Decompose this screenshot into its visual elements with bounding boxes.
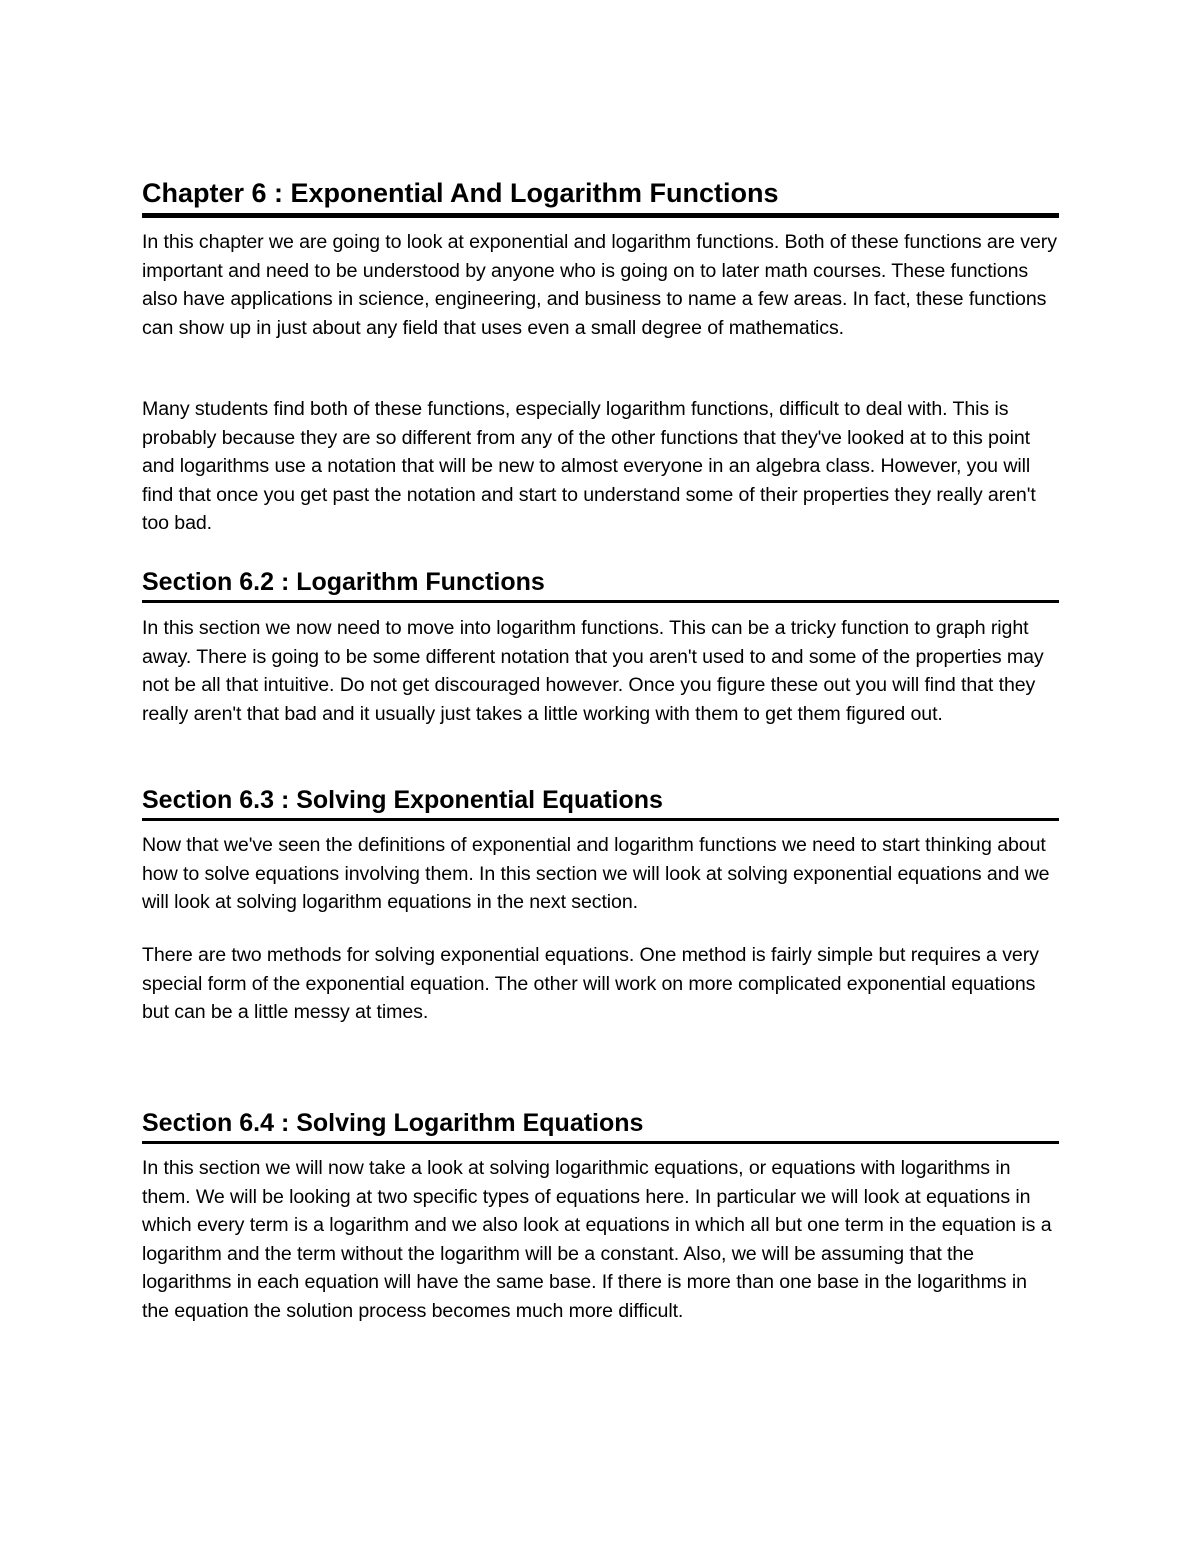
- section-6-4-paragraph-block: [142, 1154, 1059, 1326]
- section-6-4-paragraph-1: In this section we will now take a look at solving logarithmic equations, or equations with logarithms in them. We will be looking at two specific types of equations here. In particular we will look at equations in which every term is a logarithm and we also look at equations in which all but one term in the equation is a logarithm and the term without the logarithm will be a constant. Also, we will be assuming that the logarithms in each equation will have the same base. If there is more than one base in the logarithms in the equation the solution process becomes much more difficult.: [142, 1157, 1052, 1322]
- section-6-2-paragraph-block: [142, 614, 1059, 728]
- section-6-4-block: [142, 1107, 1059, 1144]
- section-6-2-title: Section 6.2 : Logarithm Functions: [142, 566, 1059, 603]
- section-6-3-paragraph-2: There are two methods for solving exponential equations. One method is fairly simple but requires a very special form of the exponential equation. The other will work on more complicated exponential equations but can be a little messy at times.: [142, 944, 1039, 1024]
- chapter-paragraph-1-block: [142, 228, 1059, 342]
- section-6-4-title: Section 6.4 : Solving Logarithm Equations: [142, 1107, 1059, 1144]
- section-6-3-title: Section 6.3 : Solving Exponential Equations: [142, 784, 1059, 821]
- section-6-2-block: [142, 566, 1059, 603]
- chapter-block: [142, 176, 1059, 218]
- section-6-3-paragraph-1-block: [142, 831, 1059, 917]
- chapter-title: Chapter 6 : Exponential And Logarithm Functions: [142, 176, 1059, 218]
- section-6-3-block: [142, 784, 1059, 821]
- chapter-paragraph-2-block: [142, 395, 1059, 538]
- section-6-3-paragraph-2-block: [142, 941, 1059, 1027]
- section-6-3-paragraph-1: Now that we've seen the definitions of exponential and logarithm functions we need to start thinking about how to solve equations involving them. In this section we will look at solving exponential equations and we will look at solving logarithm equations in the next section.: [142, 834, 1050, 914]
- chapter-paragraph-1: In this chapter we are going to look at exponential and logarithm functions. Both of these functions are very important and need to be understood by anyone who is going on to later math courses. These functions also have applications in science, engineering, and business to name a few areas. In fact, these functions can show up in just about any field that uses even a small degree of mathematics.: [142, 231, 1057, 339]
- section-6-2-paragraph-1: In this section we now need to move into logarithm functions. This can be a tricky function to graph right away. There is going to be some different notation that you aren't used to and some of the properties may not be all that intuitive. Do not get discouraged however. Once you figure these out you will find that they really aren't that bad and it usually just takes a little working with them to get them figured out.: [142, 617, 1044, 725]
- chapter-paragraph-2: Many students find both of these functions, especially logarithm functions, difficult to deal with. This is probably because they are so different from any of the other functions that they've looked at to this point and logarithms use a notation that will be new to almost everyone in an algebra class. However, you will find that once you get past the notation and start to understand some of their properties they really aren't too bad.: [142, 398, 1036, 535]
